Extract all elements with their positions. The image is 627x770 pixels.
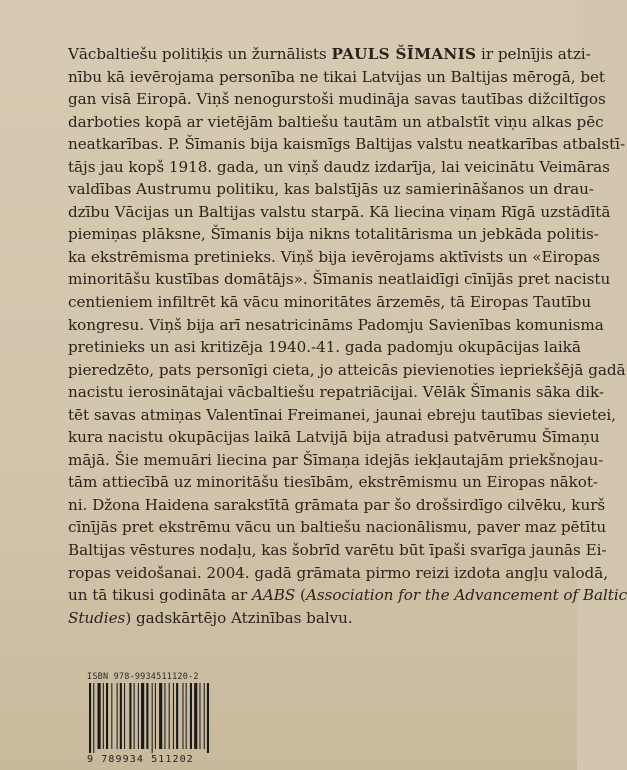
blurb-line (68, 223, 599, 246)
blurb-line (68, 201, 611, 224)
blurb-text: Baltijas vēstures nodaļu, kas šobrīd varētu būt īpaši svarīga jaunās Ei- (68, 541, 607, 560)
barcode-bar (89, 683, 91, 753)
barcode-bar (164, 683, 165, 749)
barcode-bar (186, 683, 187, 749)
blurb-line (68, 607, 511, 630)
blurb-text: AABS (251, 586, 296, 605)
blurb-text: Vācbaltiešu politiķis un žurnālists (68, 45, 332, 63)
blurb-text: dzību Vācijas un Baltijas valstu starpā. Kā liecina viņam Rīgā uzstādītā (68, 202, 611, 221)
author-name: PAULS ŠĪMANIS (331, 45, 477, 63)
blurb-line (68, 133, 626, 156)
barcode-bar (182, 683, 183, 749)
blurb-line (68, 111, 604, 134)
barcode-bar (194, 683, 197, 749)
barcode-bar (117, 683, 118, 749)
blurb-line (68, 359, 626, 382)
blurb-text: ir pelnījis atzi- (476, 45, 591, 63)
barcode-bar (129, 683, 131, 749)
blurb-text: darboties kopā ar vietējām baltiešu tautām un atbalstīt viņu alkas pēc (68, 112, 604, 131)
barcode-bar (169, 683, 170, 749)
barcode-bar (152, 683, 153, 753)
barcode-bar (124, 683, 125, 749)
blurb-line (68, 178, 594, 201)
barcode-bar (98, 683, 101, 749)
blurb-line (68, 404, 616, 427)
blurb-text: neatkarības. P. Šīmanis bija kaismīgs Baltijas valstu neatkarības atbalstī- (68, 135, 626, 154)
blurb-line (68, 539, 607, 562)
blurb-line (68, 426, 600, 449)
barcode-icon (87, 683, 217, 753)
barcode-bar (173, 683, 174, 749)
blurb-line (68, 268, 611, 291)
blurb-text: cīnījās pret ekstrēmu vācu un baltiešu nacionālismu, paver maz pētītu (68, 518, 607, 537)
blurb-text: centieniem infiltrēt kā vācu minoritātes ārzemēs, tā Eiropas Tautību (68, 293, 592, 312)
barcode-bar (141, 683, 144, 749)
blurb-text: minoritāšu kustības domātājs». Šīmanis neatlaidīgi cīnījās pret nacistu (68, 270, 611, 289)
barcode-bar (146, 683, 148, 749)
barcode-bar (106, 683, 108, 749)
blurb-line (68, 66, 605, 89)
barcode-bar (207, 683, 209, 753)
blurb-line (68, 88, 606, 111)
barcode-bar (93, 683, 94, 753)
barcode-bar (199, 683, 200, 749)
blurb-text: Association for the Advancement of Baltic (305, 586, 627, 605)
blurb-line (68, 516, 607, 539)
blurb-line (68, 494, 606, 517)
barcode-bar (134, 683, 135, 749)
blurb-line (68, 291, 592, 314)
blurb-text: mājā. Šie memuāri liecina par Šīmaņa idejās iekļautajām priekšnojau- (68, 450, 604, 469)
blurb-text: nību kā ievērojama personība ne tikai Latvijas un Baltijas mērogā, bet (68, 67, 605, 86)
back-cover-blurb (68, 43, 627, 629)
blurb-line (68, 471, 598, 494)
blurb-line (68, 449, 604, 472)
blurb-text: ) gadskārtējo Atzinības balvu. (125, 608, 353, 627)
blurb-line (68, 336, 581, 359)
barcode-bar (204, 683, 205, 749)
blurb-line (68, 314, 604, 337)
blurb-text: ka ekstrēmisma pretinieks. Viņš bija ievērojams aktīvists un «Eiropas (68, 247, 601, 266)
blurb-line (68, 562, 608, 585)
blurb-text: kongresu. Viņš bija arī nesatricināms Padomju Savienības komunisma (68, 315, 604, 334)
blurb-text: ni. Džona Haidena sarakstītā grāmata par šo drošsirdīgo cilvēku, kurš (68, 495, 606, 514)
blurb-line (68, 43, 591, 66)
blurb-line (68, 246, 601, 269)
blurb-text: tēt savas atmiņas Valentīnai Freimanei, jaunai ebreju tautības sievietei, (68, 405, 616, 424)
barcode-bar (111, 683, 112, 749)
blurb-text: ( (295, 586, 306, 605)
isbn-label: ISBN 978-9934511120-2 (87, 672, 199, 682)
barcode-digits: 9 789934 511202 (87, 754, 194, 765)
blurb-text: tām attiecībā uz minoritāšu tiesībām, ekstrēmismu un Eiropas nākot- (68, 473, 598, 492)
barcode-bar (190, 683, 192, 749)
blurb-text: gan visā Eiropā. Viņš nenogurstoši mudināja savas tautības dižciltīgos (68, 90, 606, 109)
blurb-text: piemiņas plāksne, Šīmanis bija nikns totalitārisma un jebkāda politis- (68, 225, 599, 244)
blurb-line (68, 584, 627, 607)
barcode-bar (138, 683, 139, 749)
blurb-line (68, 156, 610, 179)
blurb-text: pretinieks un asi kritizēja 1940.-41. gada padomju okupācijas laikā (68, 338, 581, 357)
barcode-bar (155, 683, 156, 749)
blurb-text: pieredzēto, pats personīgi cieta, jo atteicās pievienoties iepriekšējā gadā (68, 360, 626, 379)
blurb-line (68, 381, 604, 404)
blurb-text: Studies (68, 608, 126, 627)
barcode-bar (103, 683, 104, 749)
isbn-block (87, 672, 217, 770)
blurb-text: tājs jau kopš 1918. gada, un viņš daudz izdarīja, lai veicinātu Veimāras (68, 157, 610, 176)
barcode-bar (159, 683, 162, 749)
blurb-text: un tā tikusi godināta ar (68, 586, 252, 605)
blurb-text: nacistu ierosinātajai vācbaltiešu repatriācijai. Vēlāk Šīmanis sāka dik- (68, 383, 604, 402)
blurb-text: ropas veidošanai. 2004. gadā grāmata pirmo reizi izdota angļu valodā, (68, 563, 608, 582)
blurb-text: kura nacistu okupācijas laikā Latvijā bija atradusi patvērumu Šīmaņu (68, 428, 600, 447)
blurb-text: valdības Austrumu politiku, kas balstījās uz samierināšanos un drau- (68, 180, 594, 199)
barcode-bar (176, 683, 178, 749)
barcode-bar (120, 683, 122, 749)
